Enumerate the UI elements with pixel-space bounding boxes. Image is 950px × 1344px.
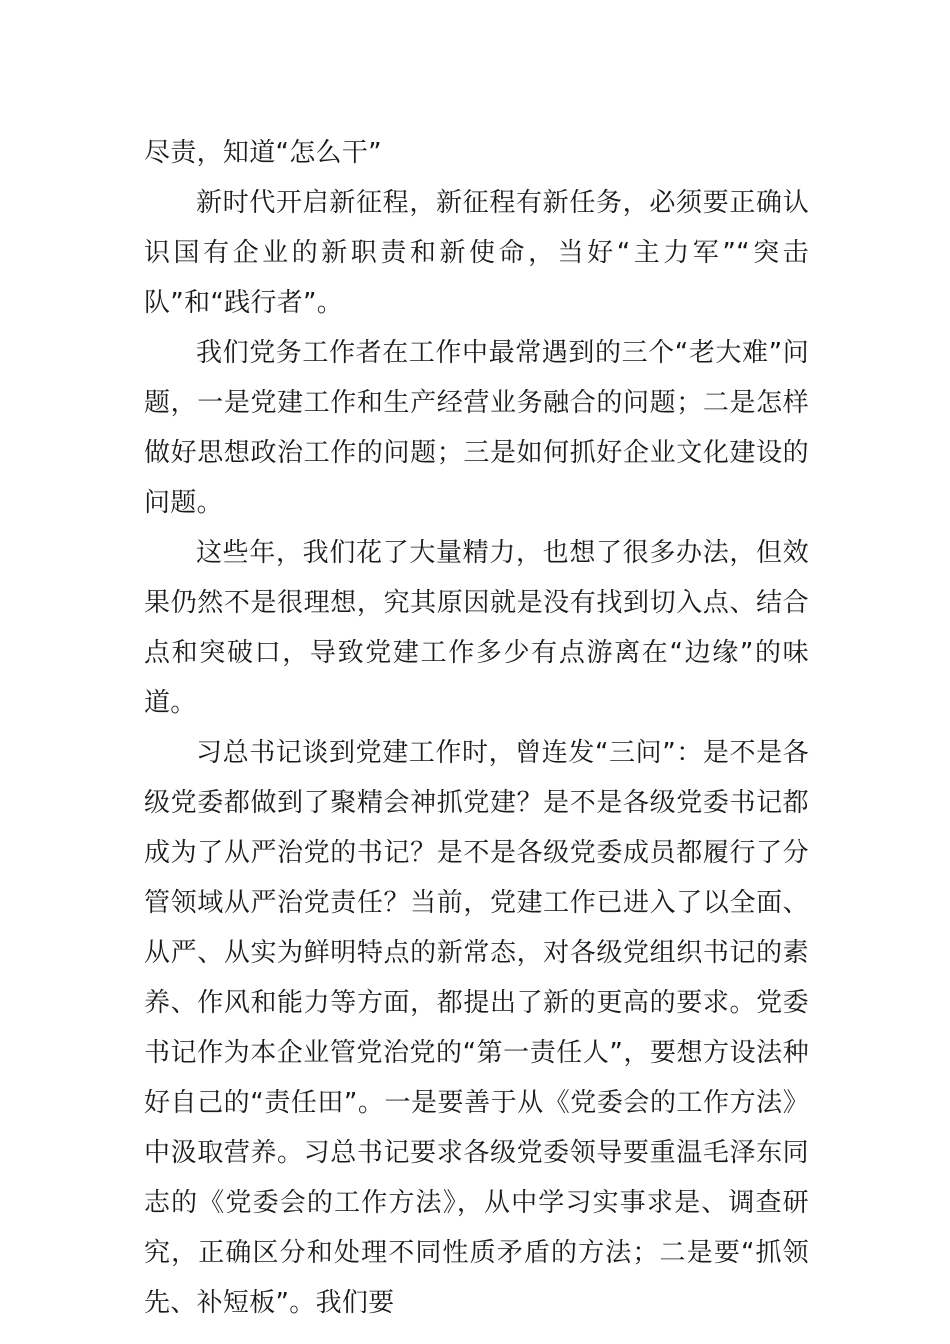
paragraph-2: 新时代开启新征程，新征程有新任务，必须要正确认识国有企业的新职责和新使命，当好“主力军”“突击队”和“践行者”。 xyxy=(144,188,809,318)
paragraph-4: 这些年，我们花了大量精力，也想了很多办法，但效果仍然不是很理想，究其原因就是没有找到切入点、结合点和突破口，导致党建工作多少有点游离在“边缘”的味道。 xyxy=(144,538,809,718)
document-body xyxy=(144,128,809,1328)
paragraph-1: 尽责，知道“怎么干” xyxy=(144,138,382,168)
paragraph-3: 我们党务工作者在工作中最常遇到的三个“老大难”问题，一是党建工作和生产经营业务融合的问题；二是怎样做好思想政治工作的问题；三是如何抓好企业文化建设的问题。 xyxy=(144,338,809,518)
paragraph-5: 习总书记谈到党建工作时，曾连发“三问”：是不是各级党委都做到了聚精会神抓党建？是不是各级党委书记都成为了从严治党的书记？是不是各级党委成员都履行了分管领域从严治党责任？当前，党建工作已进入了以全面、从严、从实为鲜明特点的新常态，对各级党组织书记的素养、作风和能力等方面，都提出了新的更高的要求。党委书记作为本企业管党治党的“第一责任人”，要想方设法种好自己的“责任田”。一是要善于从《党委会的工作方法》中汲取营养。习总书记要求各级党委领导要重温毛泽东同志的《党委会的工作方法》，从中学习实事求是、调查研究，正确区分和处理不同性质矛盾的方法；二是要“抓领先、补短板”。我们要 xyxy=(144,738,809,1318)
